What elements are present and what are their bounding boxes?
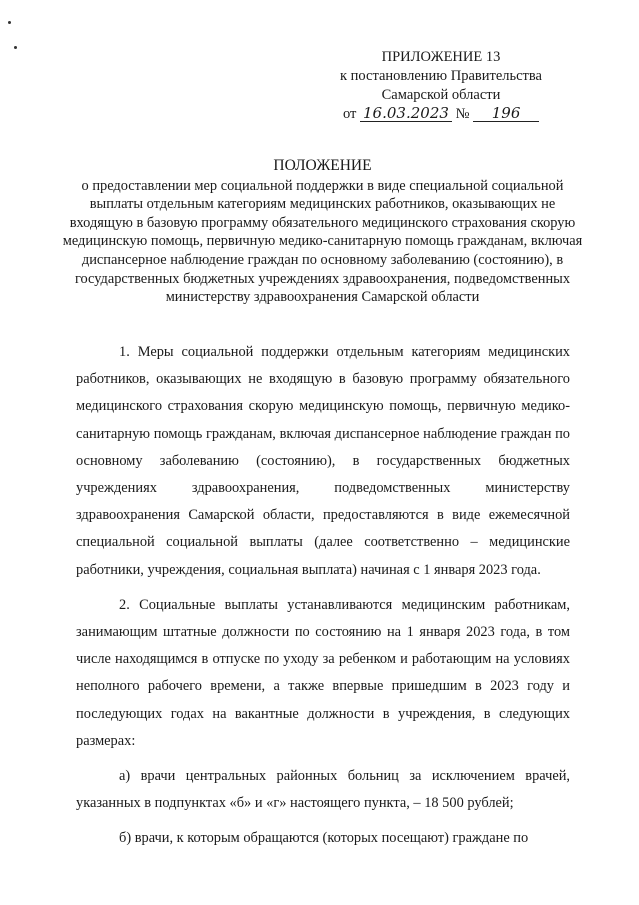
paragraph-2: 2. Социальные выплаты устанавливаются медицинским работникам, занимающим штатные должности по состоянию на 1 января 2023 года, в том числе находящимся в отпуске по уходу за ребенком и работающим на условиях неполного рабочего времени, а также впервые пришедшим в 2023 году и последующих годах на вакантные должности в учреждения, в следующих размерах: — [76, 596, 570, 749]
handwritten-date: 16.03.2023 — [360, 105, 452, 122]
list-item-b: б) врачи, к которым обращаются (которых посещают) граждане по — [119, 830, 529, 847]
document-subtitle: о предоставлении мер социальной поддержки в виде специальной социальной выплаты отдельным категориям медицинских работников, оказывающих не входящую в базовую программу обязательного медицинского страхования скорую медицинскую помощь, первичную медико-санитарную помощь гражданам, включая диспансерное наблюдение граждан по основному заболеванию (состоянию), в государственных бюджетных учреждениях здравоохранения, подведомственных министерству здравоохранения Самарской области — [62, 177, 583, 306]
appendix-header — [318, 48, 564, 124]
scan-speck — [14, 46, 17, 49]
paragraph-1: 1. Меры социальной поддержки отдельным категориям медицинских работников, оказывающих не входящую в базовую программу обязательного медицинского страхования скорую медицинскую помощь, первичную медико-санитарную помощь гражданам, включая диспансерное наблюдение граждан по основному заболеванию (состоянию), в государственных бюджетных учреждениях здравоохранения, подведомственных министерству здравоохранения Самарской области, предоставляются в виде ежемесячной специальной социальной выплаты (далее соответственно – медицинские работники, учреждения, социальная выплата) начиная с 1 января 2023 года. — [76, 344, 570, 578]
appendix-date-line — [318, 105, 564, 124]
appendix-line-resolution: к постановлению Правительства — [340, 68, 542, 84]
document-heading: ПОЛОЖЕНИЕ — [273, 157, 372, 174]
number-prefix: № — [455, 106, 470, 122]
scan-speck — [8, 21, 11, 24]
list-item-a: а) врачи центральных районных больниц за исключением врачей, указанных в подпунктах «б» и «г» настоящего пункта, – 18 500 рублей; — [76, 768, 570, 812]
appendix-line-region: Самарской области — [381, 87, 501, 103]
date-prefix: от — [342, 106, 357, 122]
document-body — [76, 339, 570, 861]
appendix-title: ПРИЛОЖЕНИЕ 13 — [381, 49, 501, 65]
document-title-block — [60, 157, 585, 307]
handwritten-number: 196 — [473, 105, 539, 122]
